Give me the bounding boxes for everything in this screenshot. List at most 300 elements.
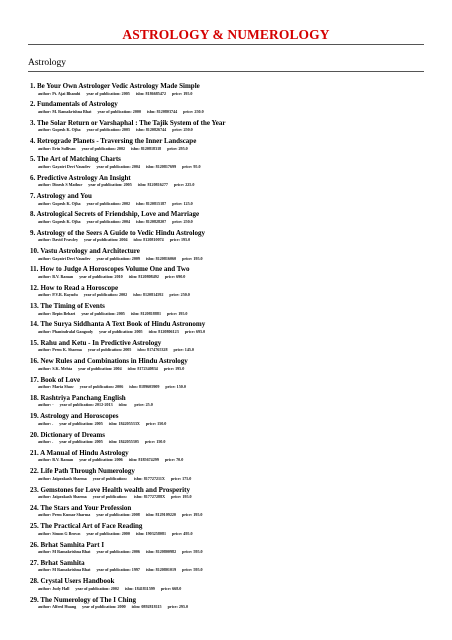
meta-value-price: 295.0: [178, 145, 188, 151]
meta-value-isbn: 8120800982: [155, 549, 177, 555]
book-meta: [30, 164, 424, 170]
meta-value-author: Maria Shaw: [52, 384, 74, 389]
book-meta: [30, 347, 424, 353]
meta-value-year: 2012-2013: [94, 402, 113, 408]
book-title: [30, 137, 424, 146]
meta-label-price: price:: [134, 402, 145, 408]
book-meta: [30, 457, 424, 463]
meta-label-isbn: isbn:: [133, 292, 142, 298]
meta-label-year: year of publication:: [78, 365, 113, 371]
meta-label-year: year of publication:: [82, 604, 117, 610]
meta-label-isbn: isbn:: [145, 163, 155, 169]
book-title: [30, 284, 424, 293]
meta-value-year: 2005: [134, 328, 143, 334]
meta-label-price: price:: [167, 145, 178, 151]
book-meta: [30, 476, 424, 482]
meta-value-price: 195.0: [175, 365, 185, 371]
meta-value-author: Gopesh K. Ojha: [52, 218, 81, 224]
meta-label-price: price:: [182, 567, 193, 573]
meta-value-author: Gayatri Devi Vasudev: [52, 255, 91, 261]
meta-label-price: price:: [164, 457, 176, 463]
meta-value-price: 150.0: [156, 439, 166, 445]
meta-label-author: author:: [38, 567, 52, 573]
meta-value-year: 2004: [131, 163, 140, 169]
book-number: 28.: [30, 577, 39, 586]
meta-label-isbn: isbn:: [146, 108, 156, 114]
meta-value-year: 2002: [116, 145, 126, 151]
meta-value-year: 2005: [121, 127, 131, 133]
list-item: [30, 247, 424, 265]
meta-value-year: 2005: [94, 439, 103, 445]
meta-label-year: year of publication:: [83, 292, 118, 298]
book-number: 17.: [30, 375, 39, 384]
meta-value-isbn: 8120810074: [143, 237, 164, 243]
meta-value-isbn: 8186685472: [145, 90, 166, 96]
meta-label-price: price:: [160, 585, 172, 591]
meta-value-price: 668.0: [172, 585, 182, 591]
book-number: 7.: [30, 192, 36, 201]
book-number: 19.: [30, 412, 39, 421]
meta-value-isbn: 8120801019: [155, 567, 177, 573]
meta-value-author: P.V.R. Rayudu: [52, 292, 78, 298]
meta-value-isbn: 8120828207: [145, 218, 167, 224]
meta-value-isbn: 817727288X: [143, 494, 166, 500]
meta-label-author: author:: [38, 292, 52, 298]
meta-value-price: 250.0: [183, 127, 193, 133]
meta-value-isbn: 8120818318: [140, 145, 162, 151]
meta-label-isbn: isbn:: [128, 273, 138, 279]
meta-label-isbn: isbn:: [131, 145, 140, 151]
meta-value-author: Prem Kumar Sharma: [52, 512, 91, 518]
meta-value-author: Jaiprakash Sharma: [52, 494, 87, 500]
meta-value-isbn: 8120816060: [155, 255, 177, 261]
book-meta: [30, 201, 424, 207]
book-meta: [30, 549, 424, 555]
meta-value-price: 595.0: [193, 567, 203, 573]
book-title: [30, 522, 424, 531]
meta-label-isbn: isbn:: [108, 439, 118, 445]
meta-label-price: price:: [167, 604, 178, 610]
meta-value-isbn: 8120817699: [155, 163, 177, 169]
book-number: 16.: [30, 357, 39, 366]
book-meta: [30, 146, 424, 152]
meta-label-year: year of publication:: [86, 530, 121, 536]
meta-label-author: author:: [38, 604, 52, 610]
book-title: [30, 320, 424, 329]
meta-label-price: price:: [184, 328, 195, 334]
meta-label-author: author:: [38, 163, 52, 169]
book-title-text: Astrology and You: [36, 192, 92, 201]
meta-label-price: price:: [169, 237, 180, 243]
meta-value-price: 95.0: [193, 163, 201, 169]
meta-label-price: price:: [183, 108, 194, 114]
meta-value-year: 2009: [131, 255, 140, 261]
list-item: [30, 229, 424, 247]
list-item: [30, 357, 424, 375]
meta-label-isbn: isbn:: [148, 328, 158, 334]
book-title: [30, 210, 424, 219]
meta-label-isbn: isbn:: [131, 604, 141, 610]
meta-value-isbn: 8120816277: [147, 182, 168, 188]
meta-label-price: price:: [144, 439, 156, 445]
meta-value-author: B.V. Raman: [52, 457, 74, 463]
list-item: [30, 431, 424, 449]
book-number: 22.: [30, 467, 39, 476]
list-item: [30, 137, 424, 155]
meta-label-isbn: isbn:: [136, 127, 145, 133]
meta-value-price: 225.0: [185, 182, 195, 188]
meta-value-year: 2006: [115, 384, 124, 389]
meta-value-isbn: 8120818881: [140, 310, 161, 316]
book-number: 9.: [30, 228, 36, 237]
list-item: [30, 376, 424, 394]
meta-label-author: author:: [38, 549, 52, 555]
book-title: [30, 486, 424, 495]
meta-value-author: S.K. Mehta: [52, 365, 73, 371]
meta-value-year: 2005: [94, 420, 103, 426]
book-title: [30, 541, 424, 550]
meta-value-year: 2002: [110, 585, 119, 591]
book-meta: [30, 109, 424, 115]
book-number: 5.: [30, 155, 36, 164]
book-title-text: How to Read a Horoscope: [40, 283, 119, 292]
meta-value-year: 2006: [114, 457, 123, 463]
book-meta: [30, 567, 424, 573]
meta-value-year: 2000: [117, 604, 126, 610]
book-title-text: Be Your Own Astrologer Vedic Astrology Made Simple: [37, 82, 200, 90]
meta-label-isbn: isbn:: [136, 218, 145, 224]
book-title: [30, 412, 424, 421]
meta-value-author: Dinesh S Mathur: [52, 182, 83, 188]
book-title-text: Predictive Astrology An Insight: [37, 173, 131, 182]
meta-value-isbn: 817727211X: [143, 475, 165, 481]
meta-label-author: author:: [38, 475, 52, 481]
meta-label-author: author:: [38, 402, 52, 408]
title-divider: [28, 44, 424, 45]
list-item: [30, 449, 424, 467]
meta-value-price: 70.0: [176, 457, 184, 463]
meta-label-isbn: isbn:: [127, 365, 137, 371]
meta-value-price: 595.0: [193, 549, 203, 555]
meta-label-isbn: isbn:: [136, 200, 145, 206]
meta-value-isbn: 1842055305: [118, 439, 139, 445]
book-title: [30, 82, 424, 91]
book-title-text: Brhat Samhita: [40, 558, 85, 567]
book-meta: [30, 494, 424, 500]
list-item: [30, 522, 424, 540]
book-title: [30, 504, 424, 513]
meta-label-price: price:: [170, 475, 182, 481]
meta-value-author: M. Ramakrishna Bhat: [52, 108, 92, 114]
meta-label-isbn: isbn:: [137, 182, 147, 188]
meta-label-year: year of publication:: [59, 420, 94, 426]
list-item: [30, 100, 424, 118]
meta-value-isbn: 8120815187: [145, 200, 167, 206]
book-meta: [30, 384, 424, 390]
meta-value-author: Erin Sullivan: [52, 145, 76, 151]
meta-value-year: 2000: [121, 530, 130, 536]
meta-value-price: 195.0: [182, 494, 192, 500]
meta-value-price: 195.0: [193, 512, 203, 518]
meta-label-year: year of publication:: [88, 182, 123, 188]
meta-label-year: year of publication:: [79, 273, 114, 279]
list-item: [30, 412, 424, 430]
book-number: 8.: [30, 210, 36, 219]
meta-value-year: 2008: [131, 512, 140, 518]
meta-label-author: author:: [38, 585, 52, 591]
book-title-text: Crystal Users Handbook: [40, 577, 115, 586]
meta-label-year: year of publication:: [97, 108, 132, 114]
book-title-text: Gemstones for Love Health wealth and Prosperity: [40, 485, 190, 494]
book-title-text: Rashtriya Panchang English: [40, 393, 126, 402]
book-number: 12.: [30, 283, 39, 292]
meta-value-year: 1997: [131, 567, 140, 573]
meta-value-price: 250.0: [183, 218, 193, 224]
section-divider: [28, 71, 424, 72]
meta-label-author: author:: [38, 439, 52, 445]
meta-label-price: price:: [163, 365, 175, 371]
list-item: [30, 559, 424, 577]
meta-value-isbn: 1841811599: [134, 585, 155, 591]
book-meta: [30, 512, 424, 518]
meta-value-price: 195.0: [178, 310, 188, 316]
meta-label-year: year of publication:: [86, 90, 121, 96]
meta-label-price: price:: [182, 549, 193, 555]
list-item: [30, 265, 424, 283]
list-item: [30, 577, 424, 595]
meta-label-price: price:: [164, 273, 176, 279]
list-item: [30, 192, 424, 210]
book-title-text: Fundamentals of Astrology: [37, 100, 118, 109]
meta-label-year: year of publication:: [81, 145, 116, 151]
book-meta: [30, 421, 424, 427]
meta-value-price: 25.0: [145, 402, 153, 408]
meta-label-author: author:: [38, 145, 52, 151]
meta-value-author: Simon G Brown: [52, 530, 81, 536]
meta-value-author: Prem K. Sharma: [52, 347, 82, 353]
meta-label-isbn: isbn:: [124, 585, 134, 591]
meta-value-author: Phanindralal Gangooly: [52, 328, 94, 334]
book-title: [30, 467, 424, 476]
book-meta: [30, 91, 424, 97]
list-item: [30, 504, 424, 522]
book-title: [30, 119, 424, 128]
book-meta: [30, 219, 424, 225]
list-item: [30, 302, 424, 320]
meta-label-price: price:: [173, 347, 184, 353]
meta-value-price: 145.0: [184, 347, 194, 353]
meta-value-isbn: 8120806123: [158, 328, 179, 334]
meta-value-price: 250.0: [194, 108, 204, 114]
book-title: [30, 394, 424, 403]
book-title-text: The Art of Matching Charts: [36, 155, 121, 164]
book-number: 3.: [30, 118, 36, 127]
meta-label-author: author:: [38, 347, 52, 353]
list-item: [30, 486, 424, 504]
meta-value-isbn: 8129109220: [155, 512, 176, 518]
meta-label-price: price:: [171, 494, 182, 500]
meta-value-price: 195.0: [180, 237, 191, 243]
meta-label-price: price:: [172, 218, 183, 224]
meta-label-year: year of publication:: [96, 512, 131, 518]
meta-label-author: author:: [38, 310, 52, 316]
meta-label-isbn: isbn:: [130, 310, 140, 316]
meta-label-year: year of publication:: [79, 457, 114, 463]
list-item: [30, 394, 424, 412]
meta-label-year: year of publication:: [92, 494, 127, 500]
book-number: 4.: [30, 137, 36, 146]
book-title-text: Astrology and Horoscopes: [40, 412, 119, 421]
book-number: 24.: [30, 503, 39, 512]
book-title-text: Retrograde Planets - Traversing the Inner Landscape: [37, 137, 197, 146]
book-number: 21.: [30, 448, 39, 457]
meta-label-price: price:: [182, 255, 193, 261]
meta-value-isbn: 8120826744: [145, 127, 167, 133]
meta-label-author: author:: [38, 494, 52, 500]
meta-label-year: year of publication:: [79, 384, 115, 389]
meta-label-year: year of publication:: [99, 328, 134, 334]
meta-label-author: author:: [38, 237, 52, 243]
meta-label-price: price:: [171, 90, 183, 96]
meta-value-author: Gopesh K. Ojha: [52, 127, 81, 133]
meta-value-price: 195.0: [193, 255, 203, 261]
meta-label-author: author:: [38, 90, 52, 96]
book-title-text: How to Judge A Horoscopes Volume One and Two: [40, 265, 190, 274]
meta-value-author: Alfred Huang: [52, 604, 77, 610]
meta-label-price: price:: [182, 163, 193, 169]
book-title: [30, 376, 424, 385]
meta-value-author: Pt. Ajai Bhambi: [52, 90, 81, 96]
meta-value-price: 295.0: [178, 604, 189, 610]
book-title-text: Life Path Through Numerology: [40, 467, 135, 476]
book-number: 14.: [30, 320, 39, 329]
book-number: 20.: [30, 430, 39, 439]
meta-value-price: 150.0: [176, 384, 186, 389]
meta-value-price: 150.0: [157, 420, 167, 426]
meta-label-price: price:: [172, 200, 183, 206]
meta-label-author: author:: [38, 255, 52, 261]
book-meta: [30, 127, 424, 133]
meta-label-isbn: isbn:: [134, 494, 143, 500]
meta-label-isbn: isbn:: [145, 549, 155, 555]
book-number: 2.: [30, 100, 36, 109]
book-title-text: Astrological Secrets of Friendship, Love and Marriage: [36, 210, 200, 219]
book-number: 15.: [30, 338, 39, 347]
book-meta: [30, 402, 424, 408]
book-meta: [30, 182, 424, 188]
list-item: [30, 467, 424, 485]
meta-label-price: price:: [172, 127, 183, 133]
book-title: [30, 265, 424, 274]
book-number: 26.: [30, 540, 39, 549]
list-item: [30, 119, 424, 137]
meta-value-author: Gopesh K. Ojha: [52, 200, 81, 206]
list-item: [30, 82, 424, 100]
meta-label-author: author:: [38, 457, 52, 463]
meta-label-year: year of publication:: [86, 218, 121, 224]
meta-label-year: year of publication:: [75, 585, 110, 591]
book-meta: [30, 439, 424, 445]
book-title: [30, 339, 424, 348]
meta-value-author: David Frawley: [52, 237, 79, 243]
meta-value-price: 690.0: [176, 273, 186, 279]
meta-label-price: price:: [166, 310, 178, 316]
meta-label-author: author:: [38, 108, 52, 114]
book-title: [30, 192, 424, 201]
page-title: ASTROLOGY & NUMEROLOGY: [122, 27, 330, 42]
book-title: [30, 155, 424, 164]
meta-label-price: price:: [145, 420, 157, 426]
meta-label-author: author:: [38, 365, 52, 371]
list-item: [30, 320, 424, 338]
meta-label-author: author:: [38, 328, 52, 334]
meta-value-price: 695.0: [196, 328, 206, 334]
meta-label-isbn: isbn:: [128, 457, 138, 463]
meta-label-isbn: isbn:: [145, 512, 155, 518]
list-item: [30, 210, 424, 228]
meta-value-isbn: 0892818115: [141, 604, 162, 610]
list-item: [30, 174, 424, 192]
book-number: 1.: [30, 82, 36, 90]
meta-value-year: 2002: [121, 200, 131, 206]
meta-label-price: price:: [169, 292, 180, 298]
book-title-text: Rahu and Ketu - In Predictive Astrology: [40, 338, 162, 347]
meta-value-isbn: 8172340834: [137, 365, 158, 371]
meta-value-year: 2005: [121, 90, 130, 96]
meta-label-year: year of publication:: [86, 200, 121, 206]
meta-value-author: Jaiprakash Sharma: [52, 475, 87, 481]
book-number: 23.: [30, 485, 39, 494]
meta-value-isbn: 8174765328: [147, 347, 168, 353]
book-title-text: The Timing of Events: [40, 302, 105, 311]
meta-value-author: .: [52, 439, 54, 445]
meta-label-year: year of publication:: [96, 163, 131, 169]
meta-value-year: 2000: [132, 108, 141, 114]
meta-label-author: author:: [38, 200, 52, 206]
list-item: [30, 596, 424, 614]
meta-value-author: M Ramakrishna Bhat: [52, 549, 91, 555]
book-meta: [30, 311, 424, 317]
meta-label-year: year of publication:: [81, 310, 116, 316]
meta-label-isbn: isbn:: [118, 402, 128, 408]
meta-value-year: 2005: [123, 182, 132, 188]
book-title-text: Dictionary of Dreams: [40, 430, 105, 439]
meta-label-author: author:: [38, 218, 52, 224]
meta-value-author: B.V. Raman: [52, 273, 74, 279]
meta-label-year: year of publication:: [96, 567, 131, 573]
book-title: [30, 100, 424, 109]
book-title-text: The Surya Siddhanta A Text Book of Hindu Astronomy: [40, 320, 206, 329]
meta-label-isbn: isbn:: [145, 255, 155, 261]
book-meta: [30, 366, 424, 372]
meta-label-price: price:: [172, 530, 183, 536]
meta-label-isbn: isbn:: [133, 237, 143, 243]
meta-label-author: author:: [38, 182, 52, 188]
meta-label-year: year of publication:: [96, 255, 131, 261]
book-title-text: The Practical Art of Face Reading: [40, 522, 143, 531]
meta-label-isbn: isbn:: [145, 567, 155, 573]
meta-label-isbn: isbn:: [135, 530, 145, 536]
book-title-text: The Solar Return or Varshaphal : The Tajik System of the Year: [36, 118, 226, 127]
book-title: [30, 247, 424, 256]
meta-value-author: Judy Hall: [52, 585, 70, 591]
meta-value-year: 2004: [119, 237, 128, 243]
book-meta: [30, 531, 424, 537]
book-title: [30, 449, 424, 458]
meta-label-author: author:: [38, 512, 52, 518]
book-title-text: Book of Love: [40, 375, 81, 384]
book-number: 6.: [30, 173, 36, 182]
